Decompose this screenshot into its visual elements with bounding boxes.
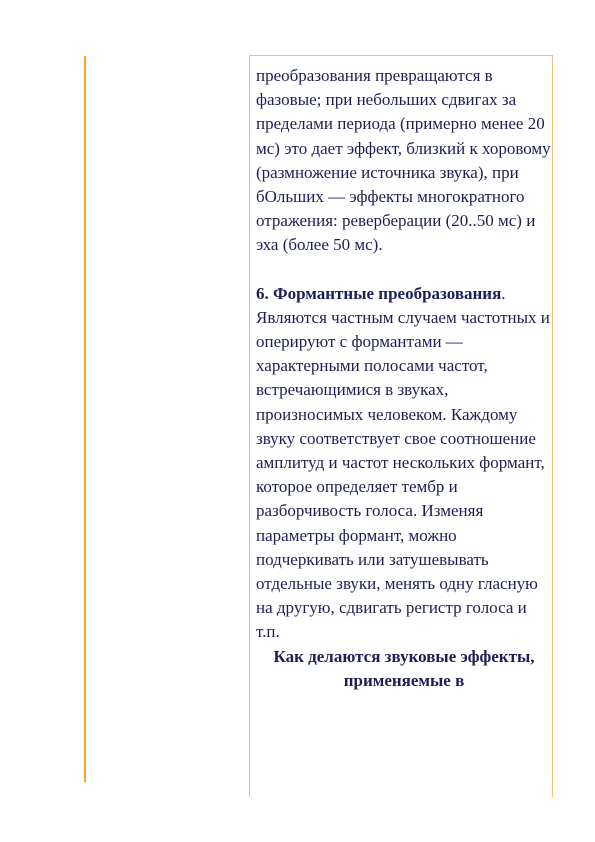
text-column xyxy=(256,64,552,693)
section-6-paragraph xyxy=(256,282,552,645)
continuation-paragraph: преобразования превращаются в фазовые; при небольших сдвигах за пределами периода (примерно менее 20 мс) это дает эффект, близкий к хоровому (размножение источника звука), при бОльших — эффекты многократного отражения: реверберации (20..50 мс) и эха (более 50 мс). xyxy=(256,66,551,255)
left-margin-rule xyxy=(84,56,86,782)
next-section-title: Как делаются звуковые эффекты, применяемые в xyxy=(273,646,535,690)
paragraph-gap xyxy=(256,258,552,282)
section-6-body: Являются частным случаем частотных и оперируют с формантами — характерными полосами частот, встречающимися в звуках, произносимых человеком. Каждому звуку соответствует свое соотношение амплитуд и частот нескольких формант, которое определяет тембр и разборчивость голоса. Изменяя параметры формант, можно подчеркивать или затушевывать отдельные звуки, менять одну гласную на другую, сдвигать регистр голоса и т.п. xyxy=(256,307,550,642)
section-6-heading-punct: . xyxy=(501,283,506,303)
section-6-heading: 6. Формантные преобразования xyxy=(256,283,502,303)
